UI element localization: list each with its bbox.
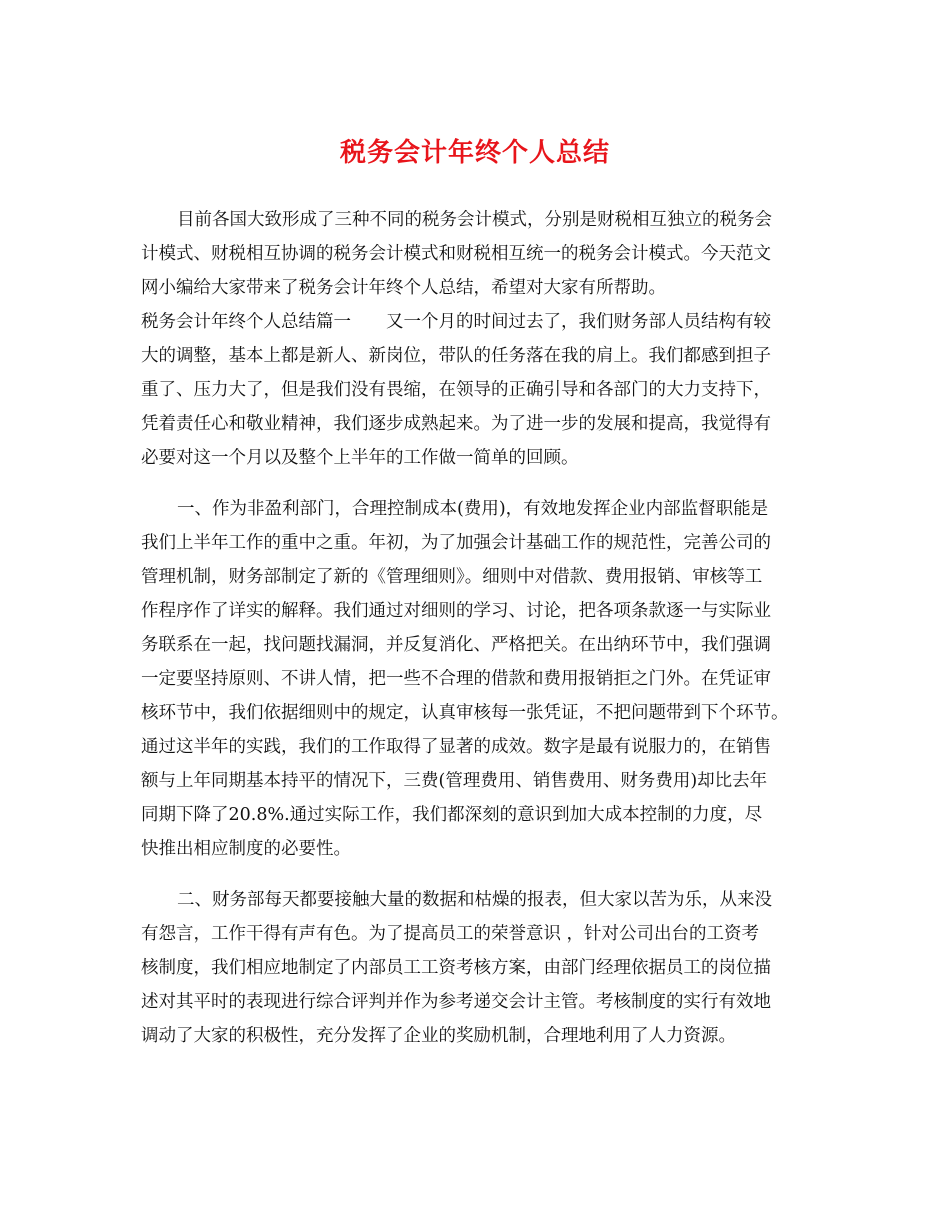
paragraph-line: 目前各国大致形成了三种不同的税务会计模式，分别是财税相互独立的税务会 <box>177 210 772 230</box>
paragraph-line: 大的调整，基本上都是新人、新岗位，带队的任务落在我的肩上。我们都感到担子 <box>141 346 771 366</box>
paragraph-line: 凭着责任心和敬业精神，我们逐步成熟起来。为了进一步的发展和提高，我觉得有 <box>141 414 771 434</box>
document-title: 税务会计年终个人总结 <box>339 138 610 168</box>
paragraph-line: 核制度，我们相应地制定了内部员工工资考核方案，由部门经理依据员工的岗位描 <box>141 958 771 978</box>
paragraph-line: 重了、压力大了，但是我们没有畏缩，在领导的正确引导和各部门的大力支持下， <box>141 380 771 400</box>
paragraph-line: 务联系在一起，找问题找漏洞，并反复消化、严格把关。在出纳环节中，我们强调 <box>141 635 771 655</box>
paragraph-line: 核环节中，我们依据细则中的规定，认真审核每一张凭证，不把问题带到下个环节。 <box>141 703 789 723</box>
paragraph-line: 一、作为非盈利部门，合理控制成本(费用)，有效地发挥企业内部监督职能是 <box>177 499 769 519</box>
paragraph-line: 必要对这一个月以及整个上半年的工作做一简单的回顾。 <box>141 448 579 468</box>
paragraph-line: 计模式、财税相互协调的税务会计模式和财税相互统一的税务会计模式。今天范文 <box>141 244 771 264</box>
paragraph-line: 管理机制，财务部制定了新的《管理细则》。细则中对借款、费用报销、审核等工 <box>141 567 763 587</box>
paragraph-line: 快推出相应制度的必要性。 <box>141 839 351 859</box>
paragraph-line: 同期下降了20.8%.通过实际工作，我们都深刻的意识到加大成本控制的力度，尽 <box>141 805 763 825</box>
paragraph-line: 调动了大家的积极性，充分发挥了企业的奖励机制，合理地利用了人力资源。 <box>141 1026 736 1046</box>
paragraph-line: 二、财务部每天都要接触大量的数据和枯燥的报表，但大家以苦为乐，从来没 <box>177 890 772 910</box>
paragraph-line: 有怨言，工作干得有声有色。为了提高员工的荣誉意识 ，针对公司出台的工资考 <box>141 924 760 944</box>
paragraph-line: 税务会计年终个人总结篇一 又一个月的时间过去了，我们财务部人员结构有较 <box>141 312 771 332</box>
paragraph-line: 额与上年同期基本持平的情况下，三费(管理费用、销售费用、财务费用)却比去年 <box>141 771 768 791</box>
paragraph-line: 述对其平时的表现进行综合评判并作为参考递交会计主管。考核制度的实行有效地 <box>141 992 771 1012</box>
paragraph-line: 网小编给大家带来了税务会计年终个人总结，希望对大家有所帮助。 <box>141 278 666 298</box>
paragraph-line: 作程序作了详实的解释。我们通过对细则的学习、讨论，把各项条款逐一与实际业 <box>141 601 771 621</box>
paragraph-line: 通过这半年的实践，我们的工作取得了显著的成效。数字是最有说服力的，在销售 <box>141 737 771 757</box>
paragraph-line: 我们上半年工作的重中之重。年初，为了加强会计基础工作的规范性，完善公司的 <box>141 533 771 553</box>
paragraph-line: 一定要坚持原则、不讲人情，把一些不合理的借款和费用报销拒之门外。在凭证审 <box>141 669 771 689</box>
